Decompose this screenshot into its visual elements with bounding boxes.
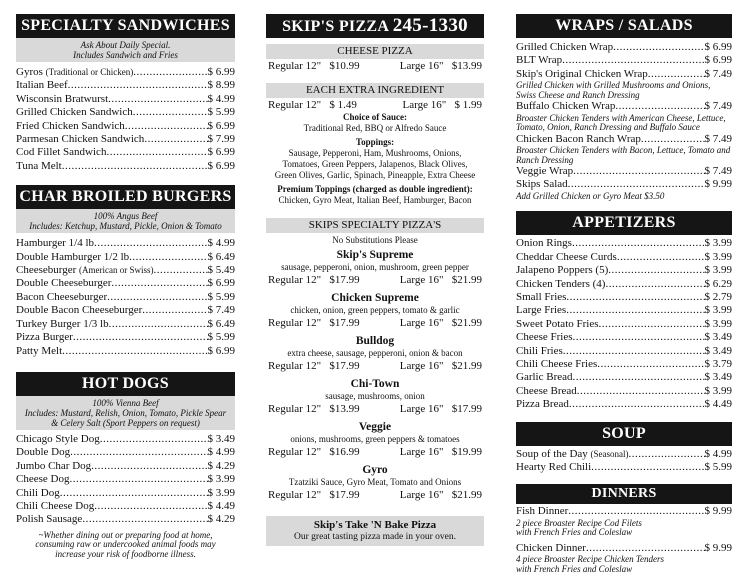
menu-item: Hearty Red Chili ..... $ 5.99: [516, 461, 732, 474]
toppings-line: Tomatoes, Green Peppers, Jalapenos, Black Olives,: [282, 159, 468, 169]
menu-item: Cheese Fries ..... $ 3.49: [516, 331, 732, 344]
warning-line: consuming raw or undercooked animal foods may: [35, 539, 216, 550]
pizza-header: [266, 14, 484, 38]
pizza-prices: Regular 12" $17.99 Large 16" $21.99: [268, 274, 482, 286]
pizza-prices: Regular 12" $17.99 Large 16" $21.99: [268, 489, 482, 501]
menu-item: Onion Rings ..... $ 3.99: [516, 237, 732, 250]
menu-item: Chili Cheese Fries ..... $ 3.79: [516, 358, 732, 371]
warning-line: increase your risk of foodborne illness.: [55, 548, 196, 559]
menu-item: Skip's Original Chicken Wrap ..... $ 7.49: [516, 68, 732, 81]
premium-title: Premium Toppings (charged as double ingredient):: [277, 184, 473, 194]
menu-item: Chicken Tenders (4) ..... $ 6.29: [516, 278, 732, 291]
take-n-bake-box: [266, 516, 484, 546]
menu-item: Gyros (Traditional or Chicken) ..... $ 6.99: [16, 66, 235, 79]
menu-item: Turkey Burger 1/3 lb ..... $ 6.49: [16, 318, 235, 331]
menu-item: Jumbo Char Dog ..... $ 4.29: [16, 460, 235, 473]
specialty-note-line: Ask About Daily Special.: [80, 40, 171, 50]
specialty-pizza: [266, 463, 484, 502]
item-desc: 4 piece Broaster Recipe Chicken Tenders with French Fries and Coleslaw: [516, 554, 665, 574]
burgers-list: [16, 237, 235, 358]
hot-dogs-note-line: 100% Vienna Beef: [92, 397, 159, 408]
pizza-name: Chi-Town: [350, 378, 400, 390]
pizza-prices: Regular 12" $17.99 Large 16" $21.99: [268, 360, 482, 372]
menu-item: Bacon Cheeseburger ..... $ 5.99: [16, 291, 235, 304]
menu-item: Small Fries ..... $ 2.79: [516, 291, 732, 304]
no-substitutions: No Substitutions Please: [332, 235, 418, 245]
hot-dogs-header: HOT DOGS: [16, 372, 235, 396]
menu-item: Cheese Bread ..... $ 3.99: [516, 385, 732, 398]
pizza-desc: sausage, pepperoni, onion, mushroom, green pepper: [281, 262, 469, 272]
menu-item: Italian Beef ..... $ 8.99: [16, 79, 235, 92]
item-desc: 2 piece Broaster Recipe Cod Filets with French Fries and Coleslaw: [516, 517, 642, 538]
pizza-name: Veggie: [358, 421, 392, 433]
menu-item: Large Fries ..... $ 3.99: [516, 304, 732, 317]
premium-toppings: [266, 184, 484, 206]
menu-item: Jalapeno Poppers (5) ..... $ 3.99: [516, 264, 732, 277]
dinners-header: DINNERS: [516, 484, 732, 504]
specialty-pizza-list: [266, 248, 484, 502]
specialty-pizza: [266, 377, 484, 416]
sauce-title: Choice of Sauce:: [343, 112, 407, 122]
menu-item: Garlic Bread ..... $ 3.49: [516, 371, 732, 384]
take-n-bake-title: Skip's Take 'N Bake Pizza: [313, 519, 437, 531]
menu-item: Tuna Melt ..... $ 6.99: [16, 160, 235, 173]
menu-item: Pizza Burger ..... $ 5.99: [16, 331, 235, 344]
pizza-desc: extra cheese, sausage, pepperoni, onion & bacon: [287, 348, 463, 358]
cheese-pizza-label: CHEESE PIZZA: [266, 44, 484, 59]
specialty-note-line: Includes Sandwich and Fries: [73, 50, 178, 60]
pizza-name: Gyro: [362, 464, 388, 476]
pizza-name: Skip's Supreme: [336, 249, 414, 261]
item-desc: Add Grilled Chicken or Gyro Meat $3.50: [516, 190, 665, 201]
pizza-title: SKIP'S PIZZA: [282, 18, 389, 35]
appetizers-list: [516, 237, 732, 411]
menu-item: Double Dog ..... $ 4.99: [16, 446, 235, 459]
menu-item: Cheese Dog ..... $ 3.99: [16, 473, 235, 486]
menu-item: Double Hamburger 1/2 lb ..... $ 6.49: [16, 251, 235, 264]
pizza-desc: Tzatziki Sauce, Gyro Meat, Tomato and Onions: [288, 477, 462, 487]
menu-item: Fish Dinner ..... $ 9.99: [516, 505, 732, 518]
extra-ingredient-prices: Regular 12" $ 1.49 Large 16" $ 1.99: [268, 99, 482, 111]
menu-item: Double Bacon Cheeseburger ..... $ 7.49: [16, 304, 235, 317]
menu-item: Grilled Chicken Sandwich ..... $ 5.99: [16, 106, 235, 119]
take-n-bake-desc: Our great tasting pizza made in your oven.: [294, 532, 456, 542]
right-column: [516, 14, 732, 574]
center-column: [266, 14, 484, 546]
pizza-prices: Regular 12" $13.99 Large 16" $17.99: [268, 403, 482, 415]
menu-item: Sweet Potato Fries ..... $ 3.99: [516, 318, 732, 331]
specialty-note: [16, 38, 235, 62]
menu-item: Fried Chicken Sandwich ..... $ 6.99: [16, 120, 235, 133]
menu-item: Cod Fillet Sandwich ..... $ 6.99: [16, 146, 235, 159]
dinners-list: [516, 505, 732, 574]
menu-item: Cheddar Cheese Curds ..... $ 3.99: [516, 251, 732, 264]
item-desc: Broaster Chicken Tenders with Bacon, Lettuce, Tomato and Ranch Dressing: [516, 145, 731, 165]
pizza-desc: chicken, onion, green peppers, tomato & garlic: [290, 305, 460, 315]
burgers-note-line: Includes: Ketchup, Mustard, Pickle, Onion & Tomato: [29, 221, 222, 232]
wraps-salads-header: WRAPS / SALADS: [516, 14, 732, 38]
menu-item: Chicken Dinner ..... $ 9.99: [516, 542, 732, 555]
toppings-options: [266, 137, 484, 181]
specialty-pizza: [266, 248, 484, 287]
appetizers-header: APPETIZERS: [516, 211, 732, 235]
pizza-name: Bulldog: [355, 335, 395, 347]
toppings-line: Green Olives, Garlic, Spinach, Pineapple, Extra Cheese: [274, 170, 476, 180]
warning-line: ~Whether dining out or preparing food at home,: [38, 529, 213, 540]
menu-item: Parmesan Chicken Sandwich ..... $ 7.99: [16, 133, 235, 146]
menu-item: Pizza Bread ..... $ 4.49: [516, 398, 732, 411]
menu-item: Grilled Chicken Wrap ..... $ 6.99: [516, 41, 732, 54]
menu-item: Veggie Wrap ..... $ 7.49: [516, 165, 732, 178]
extra-ingredient-label: EACH EXTRA INGREDIENT: [266, 83, 484, 98]
wraps-list: [516, 41, 732, 201]
item-desc: Grilled Chicken with Grilled Mushrooms and Onions, Swiss Cheese and Ranch Dressing: [516, 80, 711, 100]
hot-dogs-list: [16, 433, 235, 527]
food-safety-warning: [16, 531, 235, 560]
burgers-note: [16, 209, 235, 233]
menu-item: Hamburger 1/4 lb ..... $ 4.99: [16, 237, 235, 250]
toppings-line: Sausage, Pepperoni, Ham, Mushrooms, Onions,: [288, 148, 462, 158]
menu-item: Buffalo Chicken Wrap ..... $ 7.49: [516, 100, 732, 113]
burgers-note-line: 100% Angus Beef: [93, 211, 158, 222]
pizza-desc: onions, mushrooms, green peppers & tomatoes: [290, 434, 460, 444]
menu-item: Chili Cheese Dog ..... $ 4.49: [16, 500, 235, 513]
toppings-title: Toppings:: [355, 137, 395, 147]
specialty-list: [16, 66, 235, 173]
menu-item: Chicago Style Dog ..... $ 3.49: [16, 433, 235, 446]
menu-item: Chili Dog ..... $ 3.99: [16, 487, 235, 500]
pizza-name: Chicken Supreme: [331, 292, 419, 304]
hot-dogs-note-line: Includes: Mustard, Relish, Onion, Tomato, Pickle Spear: [24, 407, 227, 418]
specialty-pizza: [266, 291, 484, 330]
menu-item: Patty Melt ..... $ 6.99: [16, 345, 235, 358]
left-column: [16, 14, 235, 559]
specialty-pizza-label: SKIPS SPECIALTY PIZZA'S: [266, 218, 484, 233]
sauce-options: [266, 112, 484, 134]
pizza-prices: Regular 12" $17.99 Large 16" $21.99: [268, 317, 482, 329]
menu-item: Polish Sausage ..... $ 4.29: [16, 513, 235, 526]
burgers-header: CHAR BROILED BURGERS: [16, 185, 235, 209]
pizza-desc: sausage, mushrooms, onion: [325, 391, 425, 401]
menu-item: Wisconsin Bratwurst ..... $ 4.99: [16, 93, 235, 106]
soup-header: SOUP: [516, 422, 732, 446]
pizza-prices: Regular 12" $16.99 Large 16" $19.99: [268, 446, 482, 458]
menu-item: Soup of the Day (Seasonal) ..... $ 4.99: [516, 448, 732, 461]
menu-item: Skips Salad ..... $ 9.99: [516, 178, 732, 191]
hot-dogs-note-line: & Celery Salt (Sport Peppers on request): [51, 417, 200, 428]
menu-item: BLT Wrap ..... $ 6.99: [516, 54, 732, 67]
hot-dogs-note: [16, 396, 235, 430]
specialty-pizza: [266, 420, 484, 459]
item-desc: Broaster Chicken Tenders with American Cheese, Lettuce, Tomato, Onion, Ranch Dressing and Buffalo Sauce: [516, 112, 726, 133]
menu-item: Cheeseburger (American or Swiss) ..... $ 5.49: [16, 264, 235, 277]
menu-item: Double Cheeseburger ..... $ 6.99: [16, 277, 235, 290]
sauce-list: Traditional Red, BBQ or Alfredo Sauce: [303, 123, 447, 133]
cheese-pizza-prices: Regular 12" $10.99 Large 16" $13.99: [268, 60, 482, 72]
specialty-sandwiches-header: SPECIALTY SANDWICHES: [16, 14, 235, 38]
menu-item: Chicken Bacon Ranch Wrap ..... $ 7.49: [516, 133, 732, 146]
menu-item: Chili Fries ..... $ 3.49: [516, 345, 732, 358]
specialty-pizza: [266, 334, 484, 373]
soup-list: [516, 448, 732, 475]
premium-list: Chicken, Gyro Meat, Italian Beef, Hamburger, Bacon: [278, 195, 472, 205]
pizza-phone: 245-1330: [392, 15, 468, 36]
